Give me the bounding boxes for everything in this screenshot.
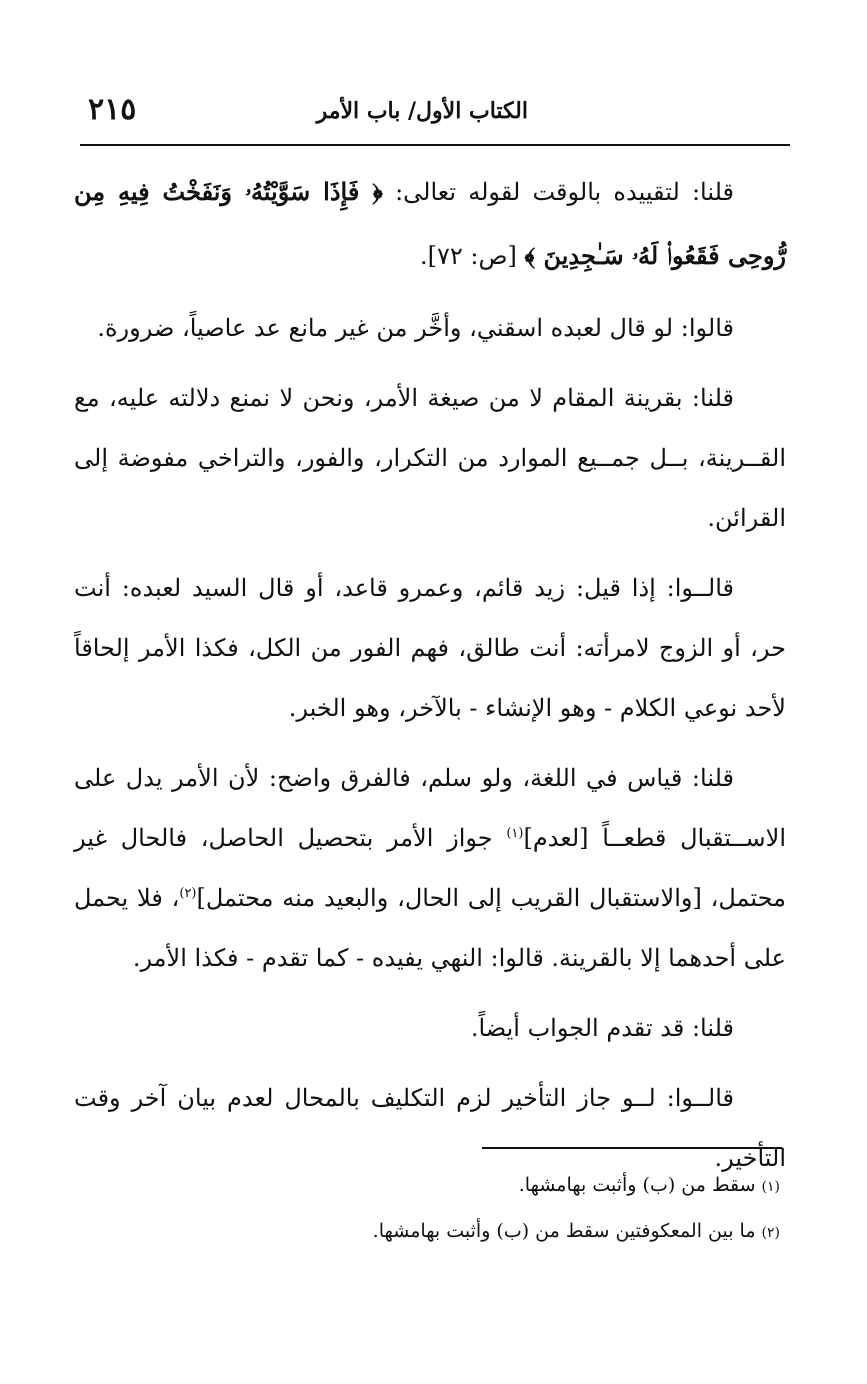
paragraph-6: قلنا: قد تقدم الجواب أيضاً. <box>470 1014 734 1042</box>
paragraph-1 <box>74 160 786 288</box>
footnote-1-number: (١) <box>761 1179 780 1195</box>
paragraph-5 <box>74 748 786 988</box>
paragraph-4: قالــوا: إذا قيل: زيد قائم، وعمرو قاعد، أو قال السيد لعبده: أنت حر، أو الزوج لامرأته: أنت طالق، فهم الفور من الكل، فكذا الأمر إلحاقاً لأحد نوعي الكلام - وهو الإنشاء - بالآخر، وهو الخبر. <box>74 574 786 722</box>
page-header <box>80 92 790 132</box>
footnote-ref-2[interactable]: (٢) <box>179 886 197 901</box>
footnote-1-text: سقط من (ب) وأثبت بهامشها. <box>518 1174 756 1196</box>
footnote-rule <box>482 1147 782 1149</box>
footnote-2-text: ما بين المعكوفتين سقط من (ب) وأثبت بهامشها. <box>372 1220 756 1242</box>
footnote-1 <box>200 1168 780 1204</box>
footnotes <box>200 1168 780 1260</box>
p1-lead: قلنا: لتقييده بالوقت لقوله تعالى: <box>382 178 735 206</box>
quran-close-bracket: ﴾ <box>524 241 536 270</box>
page-number: ٢١٥ <box>88 92 137 127</box>
footnote-2 <box>200 1214 780 1250</box>
quran-open-bracket: ﴿ <box>372 177 383 206</box>
paragraph-3: قلنا: بقرينة المقام لا من صيغة الأمر، ونحن لا نمنع دلالته عليه، مع القــرينة، بــل جمــيع الموارد من التكرار، والفور، والتراخي مفوضة إلى القرائن. <box>74 384 786 532</box>
footnote-2-number: (٢) <box>761 1225 780 1241</box>
running-head: الكتاب الأول/ باب الأمر <box>316 98 528 124</box>
p5-part-a: قلنا: قياس في اللغة، ولو سلم، فالفرق واضح: لأن الأمر يدل على الاســتقبال قطعــاً [لعدم] <box>74 764 786 852</box>
verse-reference: [ص: ٧٢]. <box>419 242 525 270</box>
p5-part-c: ، فلا يحمل على أحدهما إلا بالقرينة. قالوا: النهي يفيده - كما تقدم - فكذا الأمر. <box>74 884 786 972</box>
p5-part-b: جواز الأمر بتحصيل الحاصل، فالحال غير محتمل، [والاستقبال القريب إلى الحال، والبعيد منه محتمل] <box>74 824 786 912</box>
footnote-ref-1[interactable]: (١) <box>506 826 524 841</box>
quran-verse: فَإِذَا سَوَّيْتُهُۥ وَنَفَخْتُ فِيهِ مِن رُّوحِى فَقَعُوا۟ لَهُۥ سَـٰجِدِينَ <box>74 177 786 270</box>
header-rule <box>80 144 790 146</box>
paragraph-7: قالــوا: لــو جاز التأخير لزم التكليف بالمحال لعدم بيان آخر وقت التأخير. <box>74 1084 786 1172</box>
paragraph-2: قالوا: لو قال لعبده اسقني، وأخَّر من غير مانع عد عاصياً، ضرورة. <box>97 314 734 342</box>
main-text <box>74 160 786 1198</box>
